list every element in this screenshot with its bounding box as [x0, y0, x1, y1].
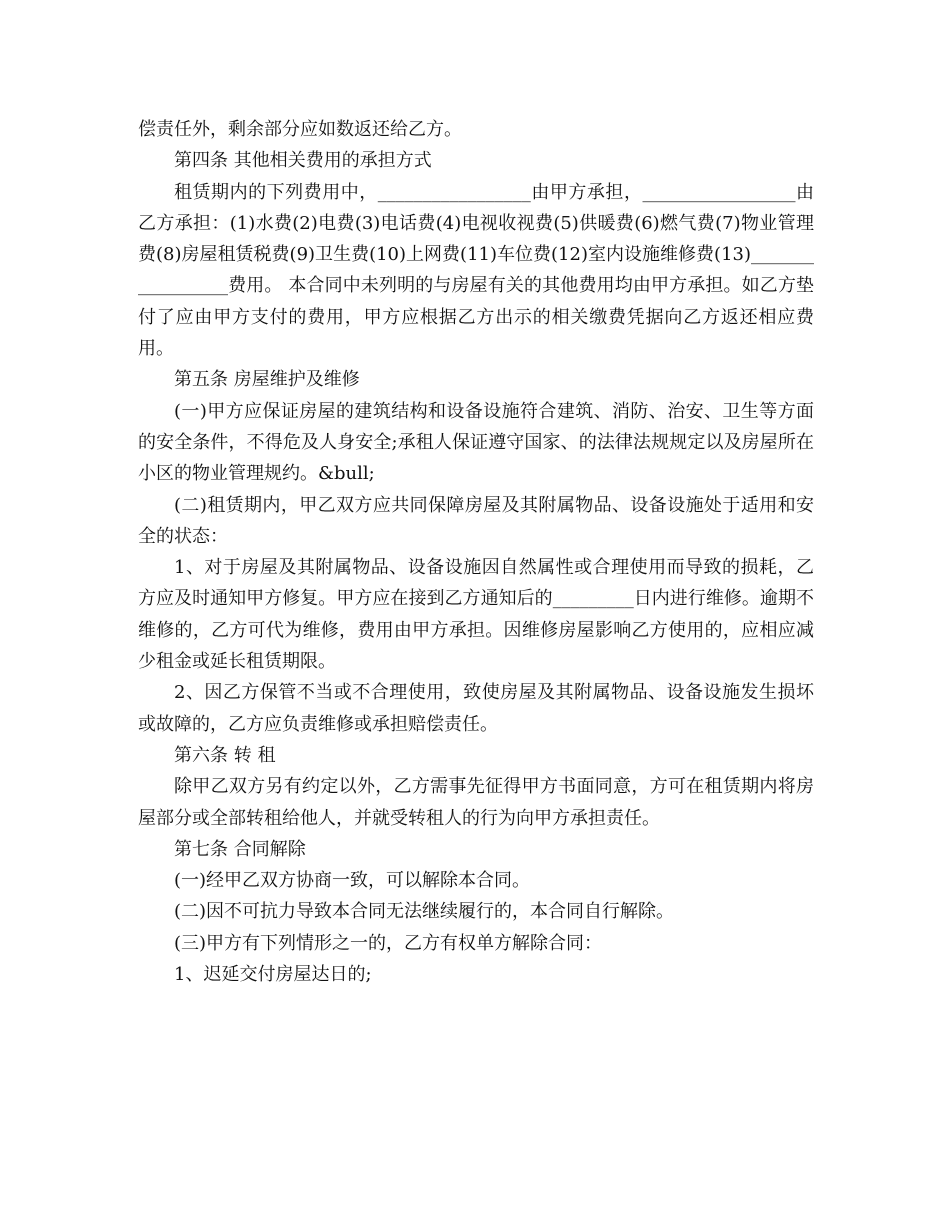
article-5-item-2: 2、因乙方保管不当或不合理使用，致使房屋及其附属物品、设备设施发生损坏或故障的，乙方应负责维修或承担赔偿责任。 [138, 682, 814, 735]
article-7-clause-2: (二)因不可抗力导致本合同无法继续履行的，本合同自行解除。 [174, 901, 675, 923]
article-7-clause-1: (一)经甲乙双方协商一致，可以解除本合同。 [174, 870, 531, 892]
article-5-heading: 第五条 房屋维护及维修 [174, 369, 360, 391]
article-6-heading: 第六条 转 租 [174, 744, 276, 766]
paragraph-continuation: 偿责任外，剩余部分应如数返还给乙方。 [138, 119, 462, 140]
article-7-clause-3: (三)甲方有下列情形之一的，乙方有权单方解除合同： [174, 932, 603, 954]
article-5-clause-2: (二)租赁期内，甲乙双方应共同保障房屋及其附属物品、设备设施处于适用和安全的状态： [138, 494, 814, 547]
article-7-item-1: 1、迟延交付房屋达日的; [174, 964, 372, 986]
article-5-clause-1: (一)甲方应保证房屋的建筑结构和设备设施符合建筑、消防、治安、卫生等方面的安全条件，不得危及人身安全;承租人保证遵守国家、的法律法规规定以及房屋所在小区的物业管理规约。&bull; [138, 400, 814, 485]
article-4-paragraph: 租赁期内的下列费用中，_________________由甲方承担，_________________由乙方承担：(1)水费(2)电费(3)电话费(4)电视收视费(5)供暖费(6)燃气费(7)物业管理费(8)房屋租赁税费(9)卫生费(10)上网费(11)车位费(12)室内设施维修费(13)_________________费用。 本合同中未列明的与房屋有关的其他费用均由甲方承担。如乙方垫付了应由甲方支付的费用，甲方应根据乙方出示的相关缴费凭据向乙方返还相应费用。 [138, 181, 814, 360]
article-6-paragraph: 除甲乙双方另有约定以外，乙方需事先征得甲方书面同意，方可在租赁期内将房屋部分或全部转租给他人，并就受转租人的行为向甲方承担责任。 [138, 776, 814, 829]
document-body [138, 114, 814, 990]
article-7-heading: 第七条 合同解除 [174, 838, 306, 860]
article-4-heading: 第四条 其他相关费用的承担方式 [174, 150, 432, 172]
article-5-item-1: 1、对于房屋及其附属物品、设备设施因自然属性或合理使用而导致的损耗，乙方应及时通知甲方修复。甲方应在接到乙方通知后的_________日内进行维修。逾期不维修的，乙方可代为维修，费用由甲方承担。因维修房屋影响乙方使用的，应相应减少租金或延长租赁期限。 [138, 557, 814, 673]
